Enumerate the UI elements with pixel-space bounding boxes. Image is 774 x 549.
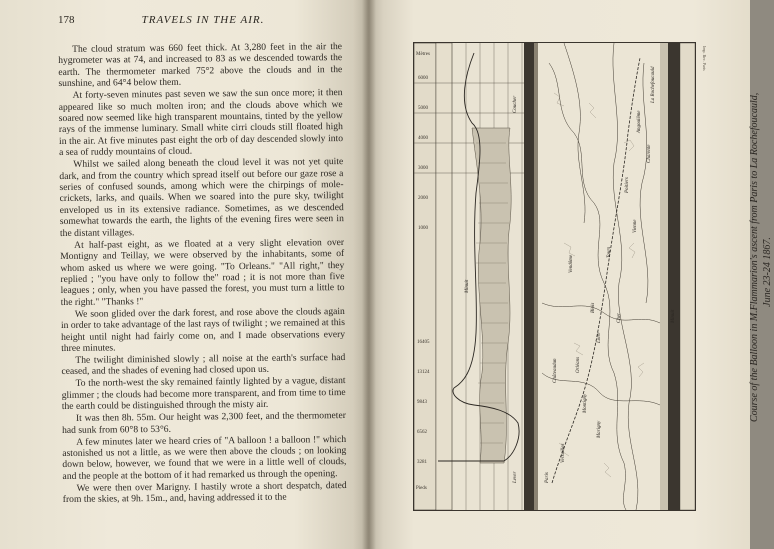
paragraph: Whilst we sailed along beneath the cloud level it was not yet quite dark, and from the country which spread itself out before our gaze rose a series of confused sounds, among which were the chirpings of mole-crickets, larks, and quails. When we soared into the pure sky, twilight enveloped us in its extensive radiance. Sometimes, as we descended somewhat towards the earth, the lights of the evening fires were seen in the distant villages. — [59, 156, 344, 239]
left-page — [0, 0, 368, 549]
running-title: TRAVELS IN THE AIR. — [141, 14, 265, 26]
place-label: La Rochefoucauld — [651, 66, 656, 103]
map-caption-line: Course of the Balloon in M.Flammarion's ascent from Paris to La Rochefoucauld, — [749, 92, 760, 422]
scale-label: Pieds — [416, 486, 427, 491]
scale-label: 6000 — [418, 76, 428, 81]
place-label: Marigny — [597, 420, 602, 438]
place-label: Paris — [545, 472, 550, 483]
balloon-course-map — [413, 42, 696, 511]
scale-label: 5000 — [418, 106, 428, 111]
place-label: Versailles — [561, 443, 566, 463]
scale-label: 6562 — [417, 430, 427, 435]
place-label: Poitiers — [625, 177, 630, 193]
place-label: Tours — [607, 246, 612, 258]
scale-label: 3281 — [417, 460, 427, 465]
paragraph: To the north-west the sky remained faintly lighted by a vague, distant glimmer ; the clouds had become more transparent, and from time to time the earth could be distinguished through the misty air. — [61, 375, 346, 413]
scale-label: 2000 — [418, 196, 428, 201]
scale-label: 3000 — [418, 166, 428, 171]
body-text — [58, 41, 347, 506]
scale-label: 4000 — [418, 136, 428, 141]
hour-label: Lever — [513, 471, 518, 483]
paragraph: It was then 8h. 55m. Our height was 2,300 feet, and the thermometer had sunk from 60°8 to 53°6. — [61, 410, 346, 436]
paragraph: At forty-seven minutes past seven we saw the sun once more; it then appeared like so much molten iron; and the clouds above which we soared now seemed like high transparent mountains, tinted by the yellow rays of the immense luminary. Small white cirri clouds still floated high in the air. At five minutes past eight the orb of day descended slowly into a sea of ruddy mountains of cloud. — [58, 87, 344, 159]
place-label: Montigny — [583, 393, 588, 413]
place-label: Orléans — [576, 356, 581, 373]
paragraph: We soon glided over the dark forest, and rose above the clouds again in order to take advantage of the last rays of twilight ; we remained at this height until night had fairly come on, and I made observations every three minutes. — [60, 305, 346, 354]
paragraph: We were then over Marigny. I hastily wrote a short despatch, dated from the skies, at 9h. 15m., and, having addressed it to the — [62, 479, 347, 506]
map-caption-line: June 23-24 1867. — [762, 237, 773, 307]
map-figure — [414, 43, 695, 510]
place-label: Vendôme — [569, 254, 574, 273]
scale-label: Mètres — [416, 52, 430, 57]
running-head — [58, 14, 348, 30]
place-label: Vienne — [633, 219, 638, 233]
hour-label: Coucher — [513, 95, 518, 113]
place-label: Loire — [597, 332, 602, 343]
scale-label: 13124 — [417, 370, 430, 375]
plate-imprint: Imp. Bec. Paris — [702, 46, 707, 71]
paragraph: The twilight diminished slowly ; all noise at the earth's surface had ceased, and the shades of evening had closed upon us. — [61, 351, 346, 378]
place-label: Charente — [647, 144, 652, 163]
paragraph: At half-past eight, as we floated at a very slight elevation over Montigny and Teillay, we were observed by the inhabitants, some of whom asked us where we were going. "To Orleans." "All right," they replied ; "you have only to follow the" road ; it is not more than five leagues ; only, when you have passed the forest, you must turn a little to the right." "Thanks !" — [60, 236, 345, 308]
scale-label: 9843 — [417, 400, 427, 405]
scale-label: 16405 — [417, 340, 430, 345]
place-label: Châteaudun — [553, 358, 558, 383]
place-label: Angoulême — [637, 110, 642, 133]
paragraph: A few minutes later we heard cries of "A balloon ! a balloon !" which astonished us not a little, as we were then above the clouds ; on looking down below, however, we found that we were in a little well of clouds, and the people at the bottom of it had remarked us through the opening. — [62, 433, 347, 482]
scale-label: 1000 — [418, 226, 428, 231]
hour-label: Minuit — [671, 309, 676, 323]
hour-label: Minuit — [465, 279, 470, 293]
map-caption — [700, 92, 773, 422]
paragraph: The cloud stratum was 660 feet thick. At 3,280 feet in the air the hygrometer was at 74, and increased to 83 as we descended towards the earth. The thermometer marked 75°2 above the clouds and in the sunshine, and 64°4 below them. — [58, 41, 343, 90]
book-gutter — [362, 0, 376, 549]
place-label: Blois — [591, 302, 596, 313]
page-number: 178 — [58, 14, 75, 26]
place-label: Cher — [617, 313, 622, 323]
